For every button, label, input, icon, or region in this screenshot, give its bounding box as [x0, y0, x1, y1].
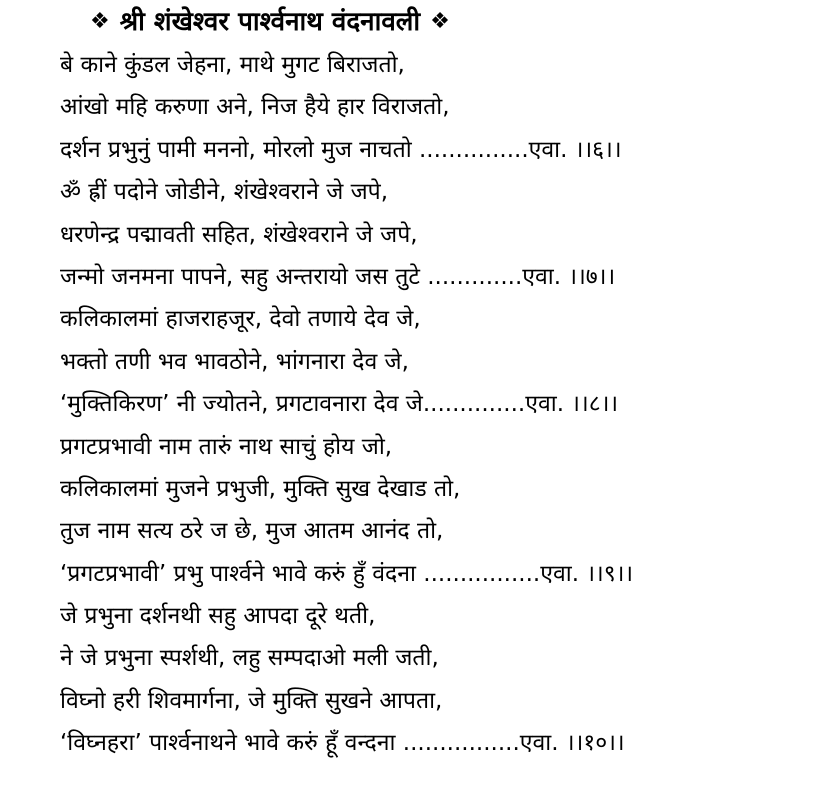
- verse-line: भक्तो तणी भव भावठोने, भांगनारा देव जे,: [60, 348, 409, 375]
- verse-list: [60, 44, 805, 765]
- verse-line: आंखो महि करुणा अने, निज हैये हार विराजतो,: [60, 94, 450, 121]
- verse-line: ‘विघ्नहरा’ पार्श्वनाथने भावे करुं हूँ वन्दना ................एवा. ।।१०।।: [60, 730, 625, 757]
- verse-line: विघ्नो हरी शिवमार्गना, जे मुक्ति सुखने आपता,: [60, 687, 443, 714]
- verse-line: तुज नाम सत्य ठरे ज छे, मुज आतम आनंद तो,: [60, 518, 444, 545]
- verse-line: दर्शन प्रभुनुं पामी मननो, मोरलो मुज नाचतो ...............एवा. ।।६।।: [60, 136, 622, 163]
- verse-line: धरणेन्द्र पद्मावती सहित, शंखेश्वराने जे जपे,: [60, 221, 418, 248]
- verse-line: कलिकालमां हाजराहजूर, देवो तणाये देव जे,: [60, 306, 421, 333]
- verse-line: ‘मुक्तिकिरण’ नी ज्योतने, प्रगटावनारा देव जे..............एवा. ।।८।।: [60, 391, 619, 418]
- verse-line: प्रगटप्रभावी नाम तारुं नाथ साचुं होय जो,: [60, 433, 393, 460]
- diamond-ornament-icon: ❖: [430, 9, 450, 34]
- title-row: [90, 2, 750, 42]
- verse-line: बे काने कुंडल जेहना, माथे मुगट बिराजतो,: [60, 52, 405, 78]
- verse-line: ने जे प्रभुना स्पर्शथी, लहु सम्पदाओ मली जती,: [60, 645, 439, 672]
- verse-line: ॐ ह्रीं पदोने जोडीने, शंखेश्वराने जे जपे,: [60, 179, 389, 206]
- verse-line: कलिकालमां मुजने प्रभुजी, मुक्ति सुख देखाड तो,: [60, 475, 461, 502]
- verse-line: ‘प्रगटप्रभावी’ प्रभु पार्श्वने भावे करुं हुँ वंदना ................एवा. ।।९।।: [60, 560, 634, 587]
- verse-line: जन्मो जनमना पापने, सहु अन्तरायो जस तुटे .............एवा. ।।७।।: [60, 263, 616, 290]
- verse-line: जे प्रभुना दर्शनथी सहु आपदा दूरे थती,: [60, 603, 376, 630]
- diamond-ornament-icon: ❖: [90, 9, 110, 34]
- page-title: श्री शंखेश्वर पार्श्वनाथ वंदनावली: [119, 7, 421, 37]
